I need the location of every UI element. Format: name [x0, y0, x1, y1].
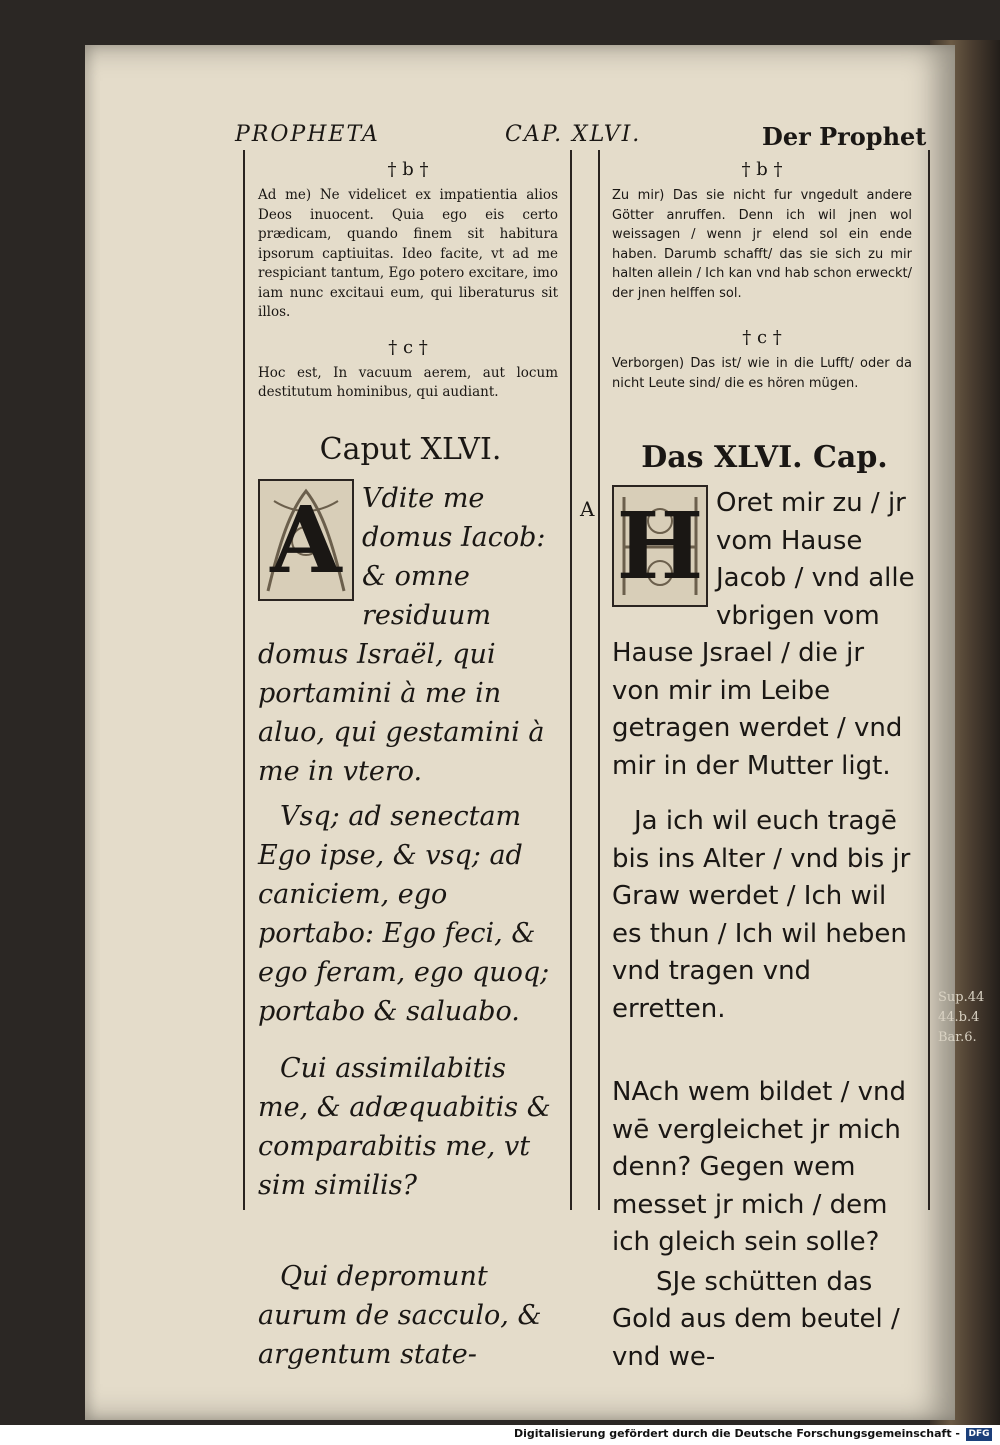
german-column — [612, 155, 912, 393]
dfg-logo: DFG — [966, 1428, 992, 1441]
rule-center-left — [570, 150, 572, 1210]
german-chapter-title: Das XLVI. Cap. — [641, 440, 888, 475]
german-verse-3: NAch wem bildet / vnd wē vergleichet jr mich denn? Gegen wem messet jr mich / dem ich gleich sein solle? — [612, 1077, 906, 1257]
running-head-chapter: CAP. XLVI. — [505, 122, 642, 147]
footer-credit: Digitalisierung gefördert durch die Deutsche Forschungsgemeinschaft - — [513, 1427, 960, 1440]
latin-note-c: Hoc est, In vacuum aerem, aut locum destitutum hominibus, qui audiant. — [258, 364, 558, 400]
latin-chapter-title: Caput XLVI. — [319, 432, 502, 467]
latin-note-b: Ad me) Ne videlicet ex impatientia alios Deos inuocent. Quia ego eis certo prædicam, quando finem sit habitura ipsorum captiuitas. Ideo facite, vt ad me respiciant tantum, Ego potero excitare, imo iam nunc excitaui eum, qui liberaturus sit illos. — [258, 187, 558, 320]
german-verse-4: SJe schütten das Gold aus dem beutel / vnd we- — [612, 1266, 900, 1372]
rule-center-right — [598, 150, 600, 1210]
rule-right — [928, 150, 930, 1210]
margin-reference-line: Bar.6. — [938, 1030, 977, 1045]
german-drop-letter: H — [616, 492, 704, 600]
latin-verse-1: Vdite me domus Iacob: & omne residuum domus Israël, qui portamini à me in aluo, qui gestamini à me in vtero. — [258, 483, 546, 787]
german-verse-1: Oret mir zu / jr vom Hause Jacob / vnd alle vbrigen vom Hause Jsrael / die jr von mir im Leibe getragen werdet / vnd mir in der Mutter ligt. — [612, 488, 915, 781]
latin-verse-3: Cui assimilabitis me, & adæquabitis & comparabitis me, vt sim similis? — [258, 1053, 551, 1201]
german-verse-2: Ja ich wil euch tragē bis ins Alter / vnd bis jr Graw werdet / Ich wil es thun / Ich wil heben vnd tragen vnd erretten. — [612, 806, 911, 1024]
note-mark-c: † c † — [388, 336, 428, 358]
latin-drop-letter: A — [270, 486, 342, 594]
margin-reference-line: 44.b.4 — [938, 1010, 980, 1025]
german-note-c: Verborgen) Das ist/ wie in die Lufft/ oder da nicht Leute sind/ die es hören mügen. — [612, 356, 912, 391]
margin-letter-a: A — [580, 497, 595, 521]
german-text — [612, 440, 917, 1376]
running-head-german: Der Prophet — [762, 122, 927, 151]
german-drop-capital — [612, 485, 708, 607]
latin-column — [258, 155, 558, 403]
margin-reference — [938, 988, 984, 1048]
german-note-mark-c: † c † — [742, 327, 782, 348]
latin-verse-4: Qui depromunt aurum de sacculo, & argentum state- — [258, 1261, 542, 1370]
margin-reference-line: Sup.44 — [938, 990, 985, 1005]
latin-verse-2: Vsq; ad senectam Ego ipse, & vsq; ad caniciem, ego portabo: Ego feci, & ego feram, ego quoq; portabo & saluabo. — [258, 801, 550, 1027]
footer-bar — [0, 1425, 1000, 1445]
german-note-mark-b: † b † — [741, 159, 783, 180]
german-note-b: Zu mir) Das sie nicht fur vngedult andere Götter anruffen. Denn ich wil jnen wol weissagen / wenn jr elend sol ein ende haben. Darumb schafft/ das sie sich zu mir halten allein / Ich kan vnd hab schon erweckt/ der jnen helffen sol. — [612, 188, 912, 301]
latin-text — [258, 432, 563, 1374]
note-mark-b: † b † — [387, 159, 429, 180]
latin-drop-capital — [258, 479, 354, 601]
running-head-latin: PROPHETA — [235, 122, 380, 147]
rule-left — [243, 150, 245, 1210]
